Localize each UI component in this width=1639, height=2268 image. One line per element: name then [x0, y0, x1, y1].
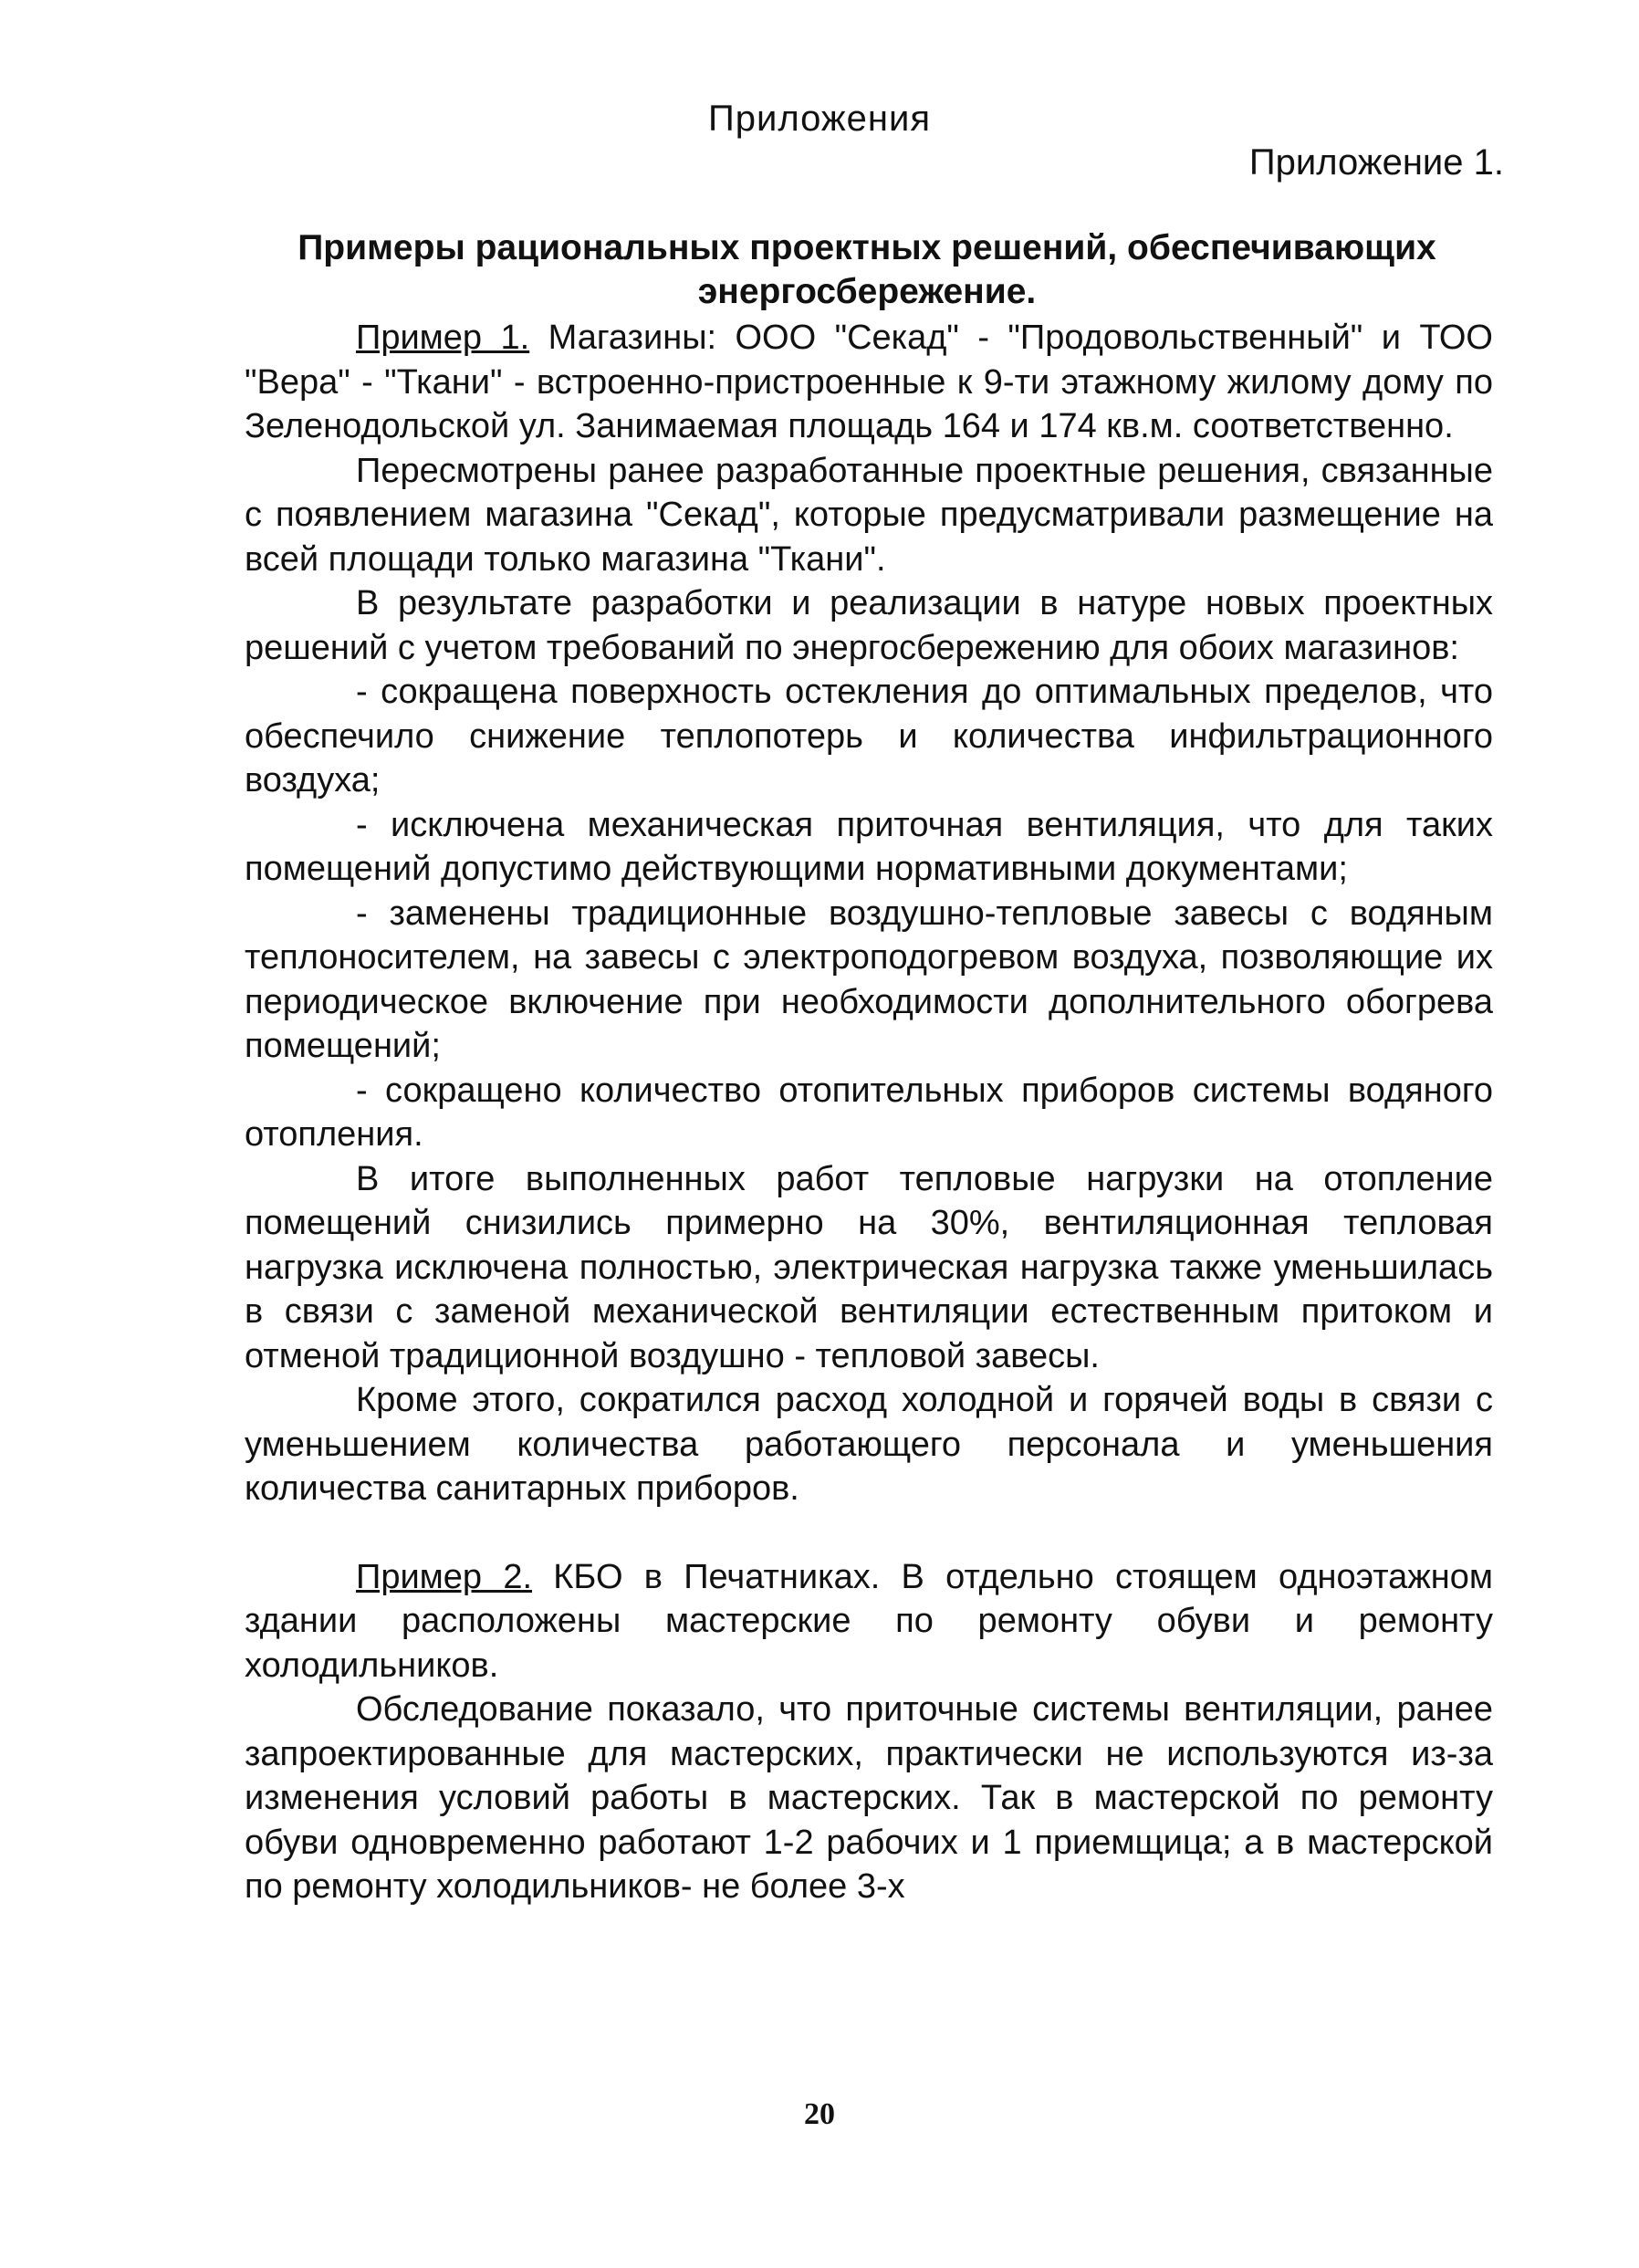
- list-item: - сокращено количество отопительных приборов системы водяного отопления.: [245, 1071, 1493, 1154]
- paragraph: Кроме этого, сократился расход холодной и горячей воды в связи с уменьшением количества работающего персонала и уменьшения количества санитарных приборов.: [245, 1381, 1493, 1508]
- appendix-label: Приложение 1.: [1248, 142, 1504, 183]
- example-1-label: Пример 1.: [356, 319, 530, 357]
- list-item: - сокращена поверхность остекления до оптимальных пределов, что обеспечило снижение теплопотерь и количества инфильтрационного воздуха;: [245, 673, 1493, 800]
- section-title: Приложения: [707, 99, 932, 139]
- list-item: - заменены традиционные воздушно-тепловые завесы с водяным теплоносителем, на завесы с электроподогревом воздуха, позволяющие их периодическое включение при необходимости дополнительного обогрева помещений;: [245, 894, 1493, 1065]
- paragraph: В результате разработки и реализации в натуре новых проектных решений с учетом требований по энергосбережению для обоих магазинов:: [245, 584, 1493, 667]
- list-item: - исключена механическая приточная вентиляция, что для таких помещений допустимо действующими нормативными документами;: [245, 805, 1493, 888]
- body-text: [245, 316, 1493, 1909]
- example-1-intro: [245, 316, 1493, 449]
- document-heading: Примеры рациональных проектных решений, обеспечивающих энергосбережение.: [298, 228, 1436, 311]
- paragraph: В итоге выполненных работ тепловые нагрузки на отопление помещений снизились примерно на 30%, вентиляционная тепловая нагрузка исключена полностью, электрическая нагрузка также уменьшилась в связи с заменой механической вентиляции естественным притоком и отменой традиционной воздушно - тепловой завесы.: [245, 1159, 1493, 1375]
- page-number: 20: [804, 2097, 835, 2131]
- example-2-label: Пример 2.: [356, 1557, 533, 1596]
- example-1-intro-text: Магазины: ООО "Секад" - "Продовольственный" и ТОО "Вера" - "Ткани" - встроенно-пристроенные к 9-ти этажному жилому дому по Зеленодольской ул. Занимаемая площадь 164 и 174 кв.м. соответственно.: [245, 319, 1493, 445]
- paragraph: Обследование показало, что приточные системы вентиляции, ранее запроектированные для мастерских, практически не используются из-за изменения условий работы в мастерских. Так в мастерской по ремонту обуви одновременно работают 1-2 рабочих и 1 приемщица; а в мастерской по ремонту холодильников- не более 3-х: [245, 1690, 1493, 1906]
- paragraph: Пересмотрены ранее разработанные проектные решения, связанные с появлением магазина "Секад", которые предусматривали размещение на всей площади только магазина "Ткани".: [245, 451, 1493, 579]
- example-2-intro-text: КБО в Печатниках. В отдельно стоящем одноэтажном здании расположены мастерские по ремонту обуви и ремонту холодильников.: [245, 1557, 1493, 1685]
- example-2-intro: [245, 1555, 1493, 1688]
